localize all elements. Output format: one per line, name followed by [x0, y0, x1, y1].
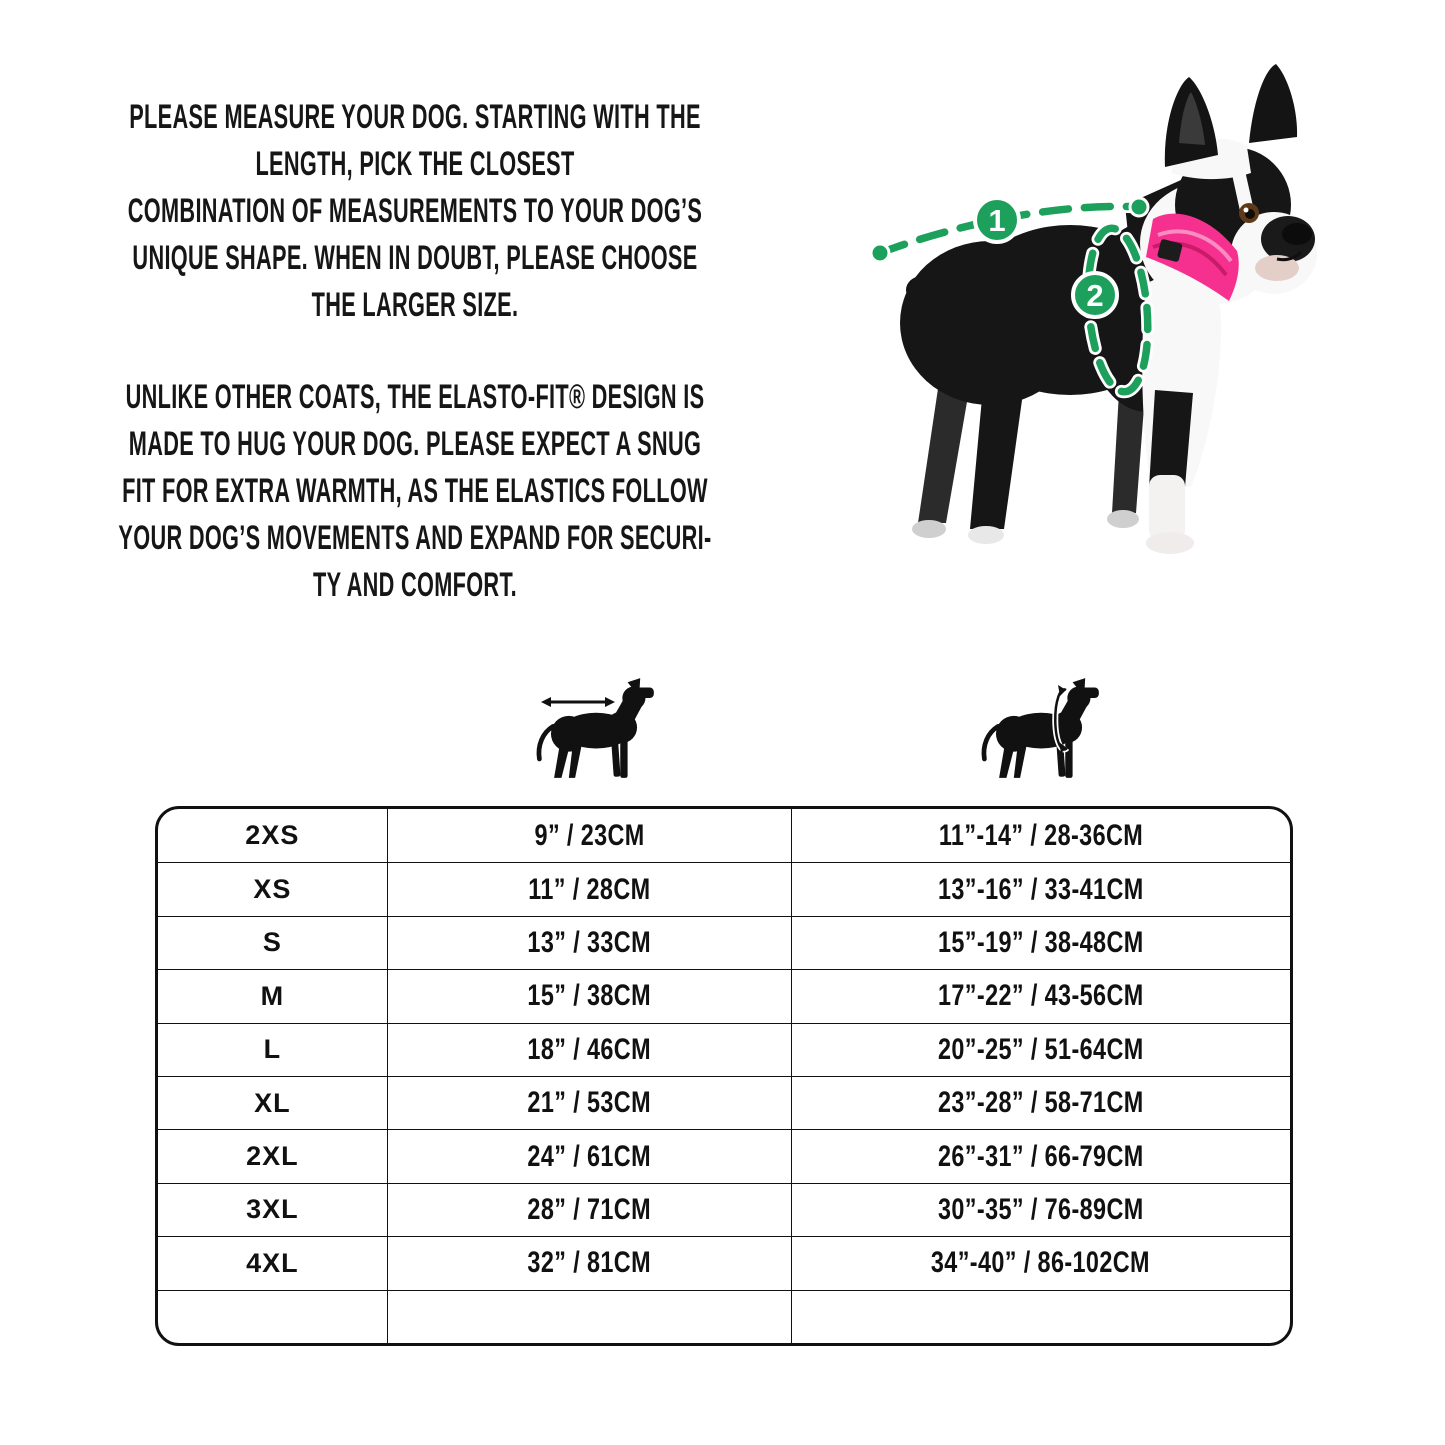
size-cell: 2XS: [245, 820, 300, 851]
length-line-end-dot: [871, 244, 889, 262]
table-row: [158, 1129, 1290, 1182]
girth-cell: 11”-14” / 28-36CM: [791, 809, 1290, 862]
dog-near-hind-paw: [968, 526, 1004, 544]
size-cell: 4XL: [246, 1247, 299, 1278]
length-cell: [387, 1291, 791, 1343]
size-cell: XL: [254, 1087, 291, 1118]
girth-marker-number: 2: [1086, 278, 1104, 313]
table-row: [158, 1076, 1290, 1129]
paragraph-line: LENGTH, PICK THE CLOSEST: [255, 145, 575, 183]
girth-cell: 26”-31” / 66-79CM: [791, 1130, 1290, 1182]
dog-silhouette: [539, 678, 654, 778]
paragraph-line: TY AND COMFORT.: [313, 566, 517, 604]
paragraph-line: FIT FOR EXTRA WARMTH, AS THE ELASTICS FOLLOW: [122, 472, 708, 510]
table-row: [158, 1023, 1290, 1076]
girth-cell: 15”-19” / 38-48CM: [791, 917, 1290, 969]
length-marker-number: 1: [988, 203, 1006, 238]
measure-instructions-paragraph: [100, 94, 730, 329]
size-cell: M: [260, 980, 285, 1011]
length-line-end-dot: [1130, 198, 1148, 216]
dog-near-front-lower-leg: [1149, 475, 1185, 541]
length-cell: 9” / 23CM: [387, 809, 791, 862]
girth-cell: 23”-28” / 58-71CM: [791, 1077, 1290, 1129]
table-row: [158, 916, 1290, 969]
table-row: [158, 809, 1290, 862]
dog-far-paw: [1107, 510, 1139, 528]
size-cell: XS: [253, 874, 292, 905]
table-row: [158, 969, 1290, 1022]
length-cell: 32” / 81CM: [387, 1237, 791, 1289]
table-row: [158, 862, 1290, 915]
size-cell: 3XL: [246, 1194, 299, 1225]
dog-far-ear: [1249, 64, 1297, 143]
size-cell: [158, 1291, 387, 1343]
dog-measurement-photo: [825, 55, 1390, 605]
size-cell: S: [262, 927, 282, 958]
table-row: [158, 1183, 1290, 1236]
length-arrow: [541, 697, 615, 707]
dog-nose: [1282, 223, 1312, 245]
girth-cell: [791, 1291, 1290, 1343]
size-table: [155, 806, 1293, 1346]
paragraph-line: UNIQUE SHAPE. WHEN IN DOUBT, PLEASE CHOOSE: [132, 239, 698, 277]
girth-cell: 17”-22” / 43-56CM: [791, 970, 1290, 1022]
dog-silhouette: [984, 678, 1099, 778]
dog-eye-highlight: [1244, 208, 1249, 213]
paragraph-line: PLEASE MEASURE YOUR DOG. STARTING WITH THE: [129, 98, 701, 136]
dog-near-front-paw: [1146, 532, 1194, 554]
paragraph-line: THE LARGER SIZE.: [311, 286, 519, 324]
table-row: [158, 1236, 1290, 1289]
length-cell: 21” / 53CM: [387, 1077, 791, 1129]
length-cell: 11” / 28CM: [387, 863, 791, 915]
paragraph-line: MADE TO HUG YOUR DOG. PLEASE EXPECT A SNUG: [128, 425, 702, 463]
length-cell: 13” / 33CM: [387, 917, 791, 969]
girth-cell: 34”-40” / 86-102CM: [791, 1237, 1290, 1289]
paragraph-line: COMBINATION OF MEASUREMENTS TO YOUR DOG’S: [127, 192, 703, 230]
dog-girth-measure-icon: [965, 668, 1115, 783]
paragraph-line: YOUR DOG’S MOVEMENTS AND EXPAND FOR SECURI-: [118, 519, 712, 557]
paragraph-line: UNLIKE OTHER COATS, THE ELASTO-FIT® DESIGN IS: [125, 378, 705, 416]
length-cell: 15” / 38CM: [387, 970, 791, 1022]
size-cell: L: [263, 1034, 282, 1065]
girth-cell: 20”-25” / 51-64CM: [791, 1024, 1290, 1076]
girth-cell: 30”-35” / 76-89CM: [791, 1184, 1290, 1236]
table-row: [158, 1290, 1290, 1343]
girth-cell: 13”-16” / 33-41CM: [791, 863, 1290, 915]
dog-far-paw: [912, 520, 946, 538]
size-cell: 2XL: [246, 1141, 299, 1172]
dog-length-measure-icon: [520, 668, 670, 783]
dog-near-hind-leg: [970, 387, 1023, 529]
length-cell: 28” / 71CM: [387, 1184, 791, 1236]
length-cell: 18” / 46CM: [387, 1024, 791, 1076]
elasto-fit-note-paragraph: [100, 374, 730, 609]
length-cell: 24” / 61CM: [387, 1130, 791, 1182]
